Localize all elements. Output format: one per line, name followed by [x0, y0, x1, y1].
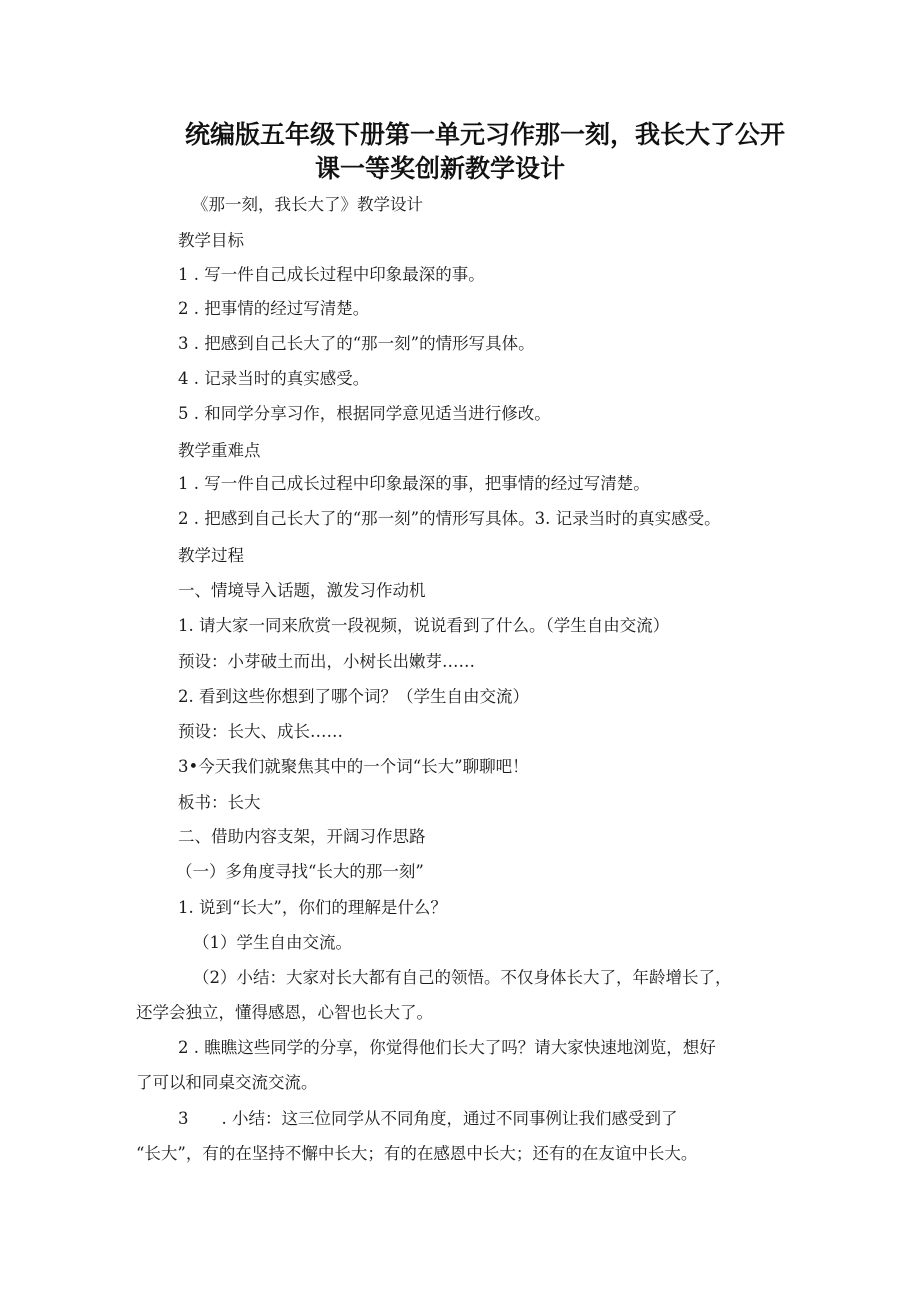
- subtitle: 《那一刻，我长大了》教学设计: [192, 195, 423, 214]
- document-title: [185, 118, 805, 186]
- title-line-1: 统编版五年级下册第一单元习作那一刻，我长大了公开: [185, 120, 786, 149]
- goal-item: 1 . 写一件自己成长过程中印象最深的事。: [178, 265, 485, 284]
- section-heading-goals: 教学目标: [178, 231, 244, 250]
- process-item-continued: 了可以和同桌交流交流。: [136, 1073, 318, 1092]
- sub-heading: （一）多角度寻找“长大的那一刻”: [176, 862, 424, 881]
- process-item-continued: “长大”，有的在坚持不懈中长大；有的在感恩中长大；还有的在友谊中长大。: [136, 1144, 698, 1163]
- process-sub-item: （2）小结：大家对长大都有自己的领悟。不仅身体长大了，年龄增长了，: [193, 968, 732, 987]
- key-point-item: 1 . 写一件自己成长过程中印象最深的事，把事情的经过写清楚。: [178, 474, 650, 493]
- process-note: 预设：长大、成长……: [178, 722, 343, 741]
- goal-item: 4 . 记录当时的真实感受。: [178, 369, 370, 388]
- process-item: 1. 请大家一同来欣赏一段视频，说说看到了什么。（学生自由交流）: [178, 616, 670, 635]
- process-heading: 一、情境导入话题，激发习作动机: [178, 581, 426, 600]
- process-item: 2. 看到这些你想到了哪个词？（学生自由交流）: [178, 687, 529, 706]
- goal-item: 2 . 把事情的经过写清楚。: [178, 299, 370, 318]
- process-sub-item-continued: 还学会独立，懂得感恩，心智也长大了。: [136, 1003, 433, 1022]
- section-heading-key-points: 教学重难点: [178, 441, 261, 460]
- process-heading: 二、借助内容支架，开阔习作思路: [178, 827, 426, 846]
- process-item: 1. 说到“长大”，你们的理解是什么？: [178, 898, 447, 917]
- goal-item: 5 . 和同学分享习作，根据同学意见适当进行修改。: [178, 404, 551, 423]
- process-sub-item: （1）学生自由交流。: [193, 933, 352, 952]
- board-note: 板书：长大: [178, 793, 261, 812]
- process-item: 2 . 瞧瞧这些同学的分享，你觉得他们长大了吗？请大家快速地浏览，想好: [178, 1038, 716, 1057]
- process-item: 3 . 小结：这三位同学从不同角度，通过不同事例让我们感受到了: [178, 1109, 678, 1128]
- process-item: 3•今天我们就聚焦其中的一个词“长大”聊聊吧！: [178, 757, 529, 776]
- title-line-2: 课一等奖创新教学设计: [315, 154, 566, 183]
- section-heading-process: 教学过程: [178, 546, 244, 565]
- key-point-item: 2 . 把感到自己长大了的“那一刻”的情形写具体。3. 记录当时的真实感受。: [178, 509, 721, 528]
- process-note: 预设：小芽破土而出，小树长出嫩芽……: [178, 652, 475, 671]
- goal-item: 3 . 把感到自己长大了的“那一刻”的情形写具体。: [178, 334, 535, 353]
